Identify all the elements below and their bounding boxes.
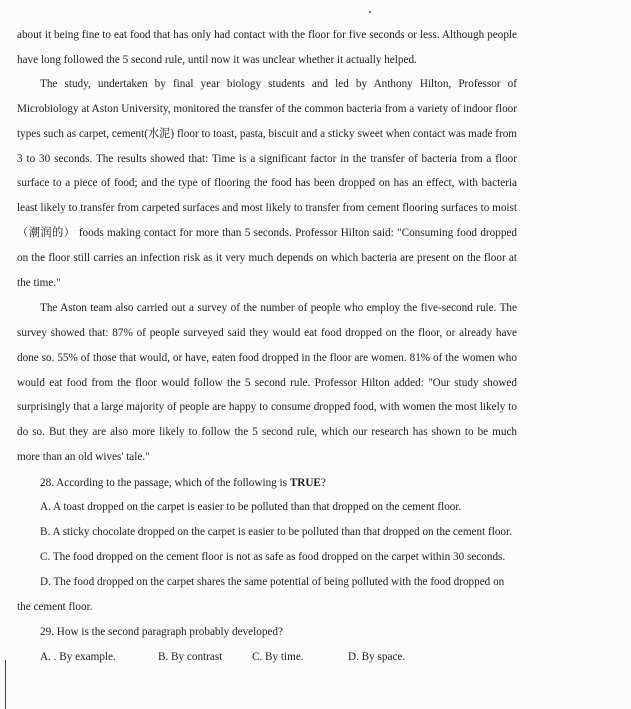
question-29-option-b: B. By contrast bbox=[158, 651, 223, 663]
question-28-stem bbox=[40, 476, 326, 490]
question-28-emphasis: TRUE bbox=[289, 477, 321, 489]
question-28-option-d-continued: the cement floor. bbox=[17, 601, 93, 613]
paragraph-2: The study, undertaken by final year biology students and led by Anthony Hilton, Professor of Microbiology at Aston University, monitored the transfer of the common bacteria from a variety of indoor floor types such as carpet, cement(水泥) floor to toast, pasta, biscuit and a sticky sweet when contact was made from 3 to 30 seconds. The results showed that: Time is a significant factor in the transfer of bacteria from a floor surface to a piece of food; and the type of flooring the food has been dropped on has an effect, with bacteria least likely to transfer from carpeted surfaces and most likely to transfer from cement flooring surfaces to moist （潮润的） foods making contact for more than 5 seconds. Professor Hilton said: "Consuming food dropped on the floor still carries an infection risk as it very much depends on which bacteria are present on the floor at the time." bbox=[17, 78, 517, 289]
question-29-option-c: C. By time. bbox=[252, 651, 304, 663]
question-28-stem-end: ? bbox=[320, 477, 326, 489]
scan-speck bbox=[369, 11, 371, 13]
question-28-stem-text: 28. According to the passage, which of the following is bbox=[40, 477, 290, 489]
question-29-stem: 29. How is the second paragraph probably developed? bbox=[40, 626, 283, 638]
question-28-option-a: A. A toast dropped on the carpet is easier to be polluted than that dropped on the cement floor. bbox=[40, 501, 462, 513]
question-28-option-b: B. A sticky chocolate dropped on the carpet is easier to be polluted than that dropped on the cement floor. bbox=[40, 526, 512, 538]
question-29-option-d: D. By space. bbox=[348, 651, 406, 663]
paragraph-3: The Aston team also carried out a survey of the number of people who employ the five-second rule. The survey showed that: 87% of people surveyed said they would eat food dropped on the floor, or already have done so. 55% of those that would, or have, eaten food dropped in the floor are women. 81% of the women who would eat food from the floor would follow the 5 second rule. Professor Hilton added: "Our study showed surprisingly that a large majority of people are happy to consume dropped food, with women the most likely to do so. But they are also more likely to follow the 5 second rule, which our research has shown to be much more than an old wives' tale." bbox=[17, 302, 517, 464]
question-28-option-c: C. The food dropped on the cement floor is not as safe as food dropped on the carpet within 30 seconds. bbox=[40, 551, 506, 563]
paragraph-1: about it being fine to eat food that has only had contact with the floor for five seconds or less. Although people have long followed the 5 second rule, until now it was unclear whether it actually helped. bbox=[17, 29, 517, 66]
question-28-option-d: D. The food dropped on the carpet shares the same potential of being polluted with the food dropped on bbox=[40, 576, 505, 588]
question-29-option-a: A. . By example. bbox=[40, 651, 116, 663]
page-edge-line bbox=[5, 660, 6, 709]
question-29-options bbox=[40, 650, 405, 664]
